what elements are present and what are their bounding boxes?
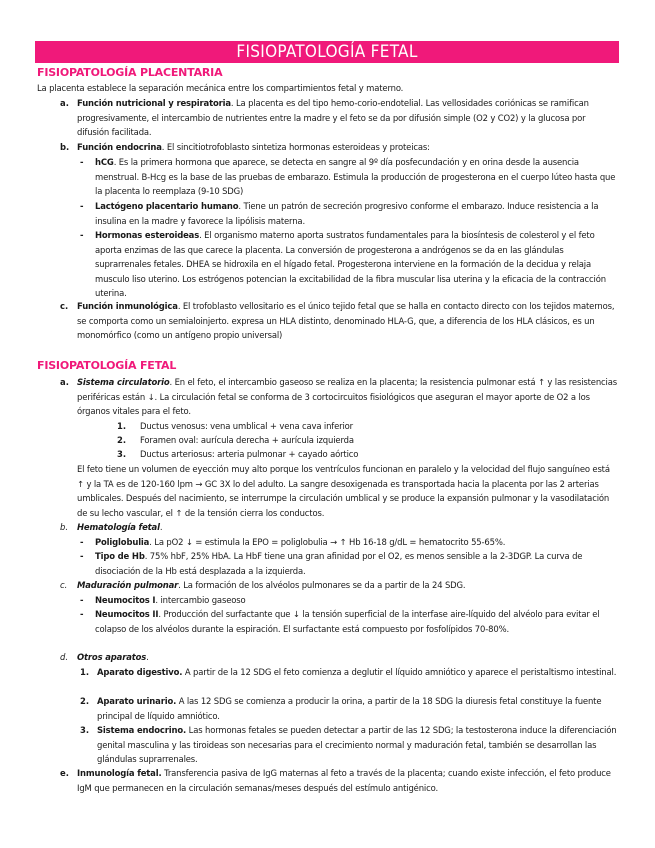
bullet-dash: - [80,157,84,167]
inmunologia-fetal [77,766,617,795]
item-text: . La placenta es del tipo hemo-corio-endotelial. Las vellosidades coriónicas se ramifican progresivamente, el intercambio de nutrientes entre la madre y el feto se da por difusión simple (O2 y CO2) y la glucosa por difusión facilitada. [77,98,589,138]
item-text: . Tiene un patrón de secreción progresivo conforme el embarazo. Induce resistencia a la insulina en la madre y favorece la lipólisis materna. [95,201,599,226]
aparato-digestivo-item [97,665,617,680]
section-heading-fetal: FISIOPATOLOGÍA FETAL [37,359,177,372]
item-text: . [146,652,149,662]
list-number: 1. [117,421,127,431]
item-label: a. [60,98,69,108]
item-title: Aparato digestivo. [97,667,183,677]
item-title: Inmunología fetal. [77,768,162,778]
item-text: Transferencia pasiva de IgG maternas al feto a través de la placenta; cuando existe infección, el feto produce IgM que permanecen en la circulación semanas/meses después del estímulo antigénico. [77,768,611,793]
item-title: Función inmunológica [77,301,178,311]
item-label: b. [60,522,69,532]
item-label: c. [60,301,69,311]
item-title: Hematología fetal [77,522,160,532]
list-number: 3. [80,725,90,735]
item-text: . Es la primera hormona que aparece, se detecta en sangre al 9º día posfecundación y en orina desde la ausencia menstrual. B-Hcg es la base de las pruebas de embarazo. Estimula la producción de progesterona en el cuerpo lúteo hasta que la placenta lo reemplaza (9-10 SDG) [95,157,616,197]
poliglobulia-item [95,535,617,550]
list-item: Foramen oval: aurícula derecha + aurícula izquierda [140,435,354,445]
maduracion-pulmonar [77,578,617,593]
item-text: . 75% hbF, 25% HbA. La HbF tiene una gran afinidad por el O2, es menos sensible a la 2-3DGP. La curva de disociación de la Hb está desplazada a la izquierda. [95,551,583,576]
neumocitos-ii-item [95,607,617,636]
item-title: Poliglobulia [95,537,150,547]
sistema-circulatorio [77,375,617,419]
item-title: Tipo de Hb [95,551,145,561]
item-title: Lactógeno placentario humano [95,201,239,211]
bullet-dash: - [80,609,84,619]
item-title: hCG [95,157,114,167]
funcion-endocrina [77,140,617,155]
bullet-dash: - [80,551,84,561]
item-title: Función endocrina [77,142,162,152]
item-label: b. [60,142,70,152]
list-number: 2. [80,696,90,706]
item-text: . El sincitiotrofoblasto sintetiza hormonas esteroideas y proteicas: [161,142,430,152]
item-text: . [159,522,163,532]
list-item: Ductus venosus: vena umblical + vena cava inferior [140,421,353,431]
hcg-item [95,155,617,199]
tipo-hb-item [95,549,617,578]
item-text: . El trofoblasto vellositario es el único tejido fetal que se halla en contacto directo con los tejidos maternos, se comporta como un semialoinjerto. expresa un HLA distinto, denominado HLA-G, que, a diferencia de los HLA clásicos, es un monomórfico (como un antígeno propio universal) [77,301,615,341]
sistema-endocrino-item [97,723,617,767]
bullet-dash: - [80,595,84,605]
item-title: Neumocitos I [95,595,156,605]
neumocitos-i-item [95,593,617,608]
item-label: a. [60,377,69,387]
item-title: Otros aparatos [77,652,147,662]
bullet-dash: - [80,230,84,240]
list-number: 1. [80,667,90,677]
list-number: 3. [117,449,127,459]
item-label: c. [60,580,68,590]
bullet-dash: - [80,201,84,211]
item-text: A partir de la 12 SDG el feto comienza a deglutir el líquido amniótico y aparece el peristaltismo intestinal. [182,667,617,677]
aparato-urinario-item [97,694,617,723]
circulacion-paragraph: El feto tiene un volumen de eyección muy alto porque los ventrículos funcionan en paralelo y la velocidad del flujo sanguíneo está ↑ y la TA es de 120-160 lpm → GC 3X lo del adulto. La sangre desoxigenada es transportada hacia la placenta por las 2 arterias umblicales. Después del nacimiento, se interrumpe la circulación umblical y se produce la expansión pulmonar y la vasodilatación de su lecho vascular, el ↑ de la tensión cierra los conductos. [77,464,610,518]
section-heading-placentaria: FISIOPATOLOGÍA PLACENTARIA [37,66,223,79]
funcion-nutricional [77,96,617,140]
intro-text: La placenta establece la separación mecánica entre los compartimientos fetal y materno. [37,83,404,93]
bullet-dash: - [80,537,84,547]
item-title: Neumocitos II [95,609,159,619]
page-title: FISIOPATOLOGÍA FETAL [35,41,619,63]
funcion-inmunologica [77,299,617,343]
item-title: Sistema circulatorio [77,377,170,387]
item-title: Maduración pulmonar [77,580,179,590]
lactogeno-item [95,199,617,228]
hormonas-esteroideas-item [95,228,617,301]
item-label: d. [60,652,69,662]
item-text: . La pO2 ↓ = estimula la EPO = poliglobulia → ↑ Hb 16-18 g/dL = hematocrito 55-65%. [149,537,506,547]
otros-aparatos [77,650,617,665]
item-title: Función nutricional y respiratoria [77,98,231,108]
item-text: . intercambio gaseoso [155,595,246,605]
item-title: Aparato urinario. [97,696,177,706]
item-text: A las 12 SDG se comienza a producir la orina, a partir de la 18 SDG la diuresis fetal constituye la fuente principal de líquido amniótico. [97,696,602,721]
item-label: e. [60,768,69,778]
item-text: Las hormonas fetales se pueden detectar a partir de las 12 SDG; la testosterona induce la diferenciación genital masculina y las tiroideas son necesarias para el crecimiento normal y maduración fetal, también se desarrollan las glándulas suprarrenales. [97,725,617,765]
item-text: . La formación de los alvéolos pulmonares se da a partir de la 24 SDG. [178,580,466,590]
list-item: Ductus arteriosus: arteria pulmonar + cayado aórtico [140,449,359,459]
item-text: . El organismo materno aporta sustratos fundamentales para la biosíntesis de colesterol y el feto aporta enzimas de las que carece la placenta. La conversión de progesterona a andrógenos se da en las glándulas suprarrenales fetales. DHEA se hidroxila en el hígado fetal. Progesterona interviene en la formación de la decidua y relaja musculo liso uterino. Los estrógenos potencian la excitabilidad de la fibra muscular lisa uterina y la eficacia de la contracción uterina. [95,230,606,299]
item-title: Sistema endocrino. [97,725,187,735]
hematologia-fetal [77,520,617,535]
item-text: . En el feto, el intercambio gaseoso se realiza en la placenta; la resistencia pulmonar está ↑ y las resistencias periféricas están ↓. La circulación fetal se conforma de 3 cortocircuitos fisiológicos que aseguran el mayor aporte de O2 a los órganos vitales para el feto. [77,377,617,417]
item-text: . Producción del surfactante que ↓ la tensión superficial de la interfase aire-líquido del alvéolo para evitar el colapso de los alvéolos durante la espiración. El surfactante está compuesto por fosfolípidos 70-80%. [95,609,600,634]
item-title: Hormonas esteroideas [95,230,200,240]
list-number: 2. [117,435,127,445]
